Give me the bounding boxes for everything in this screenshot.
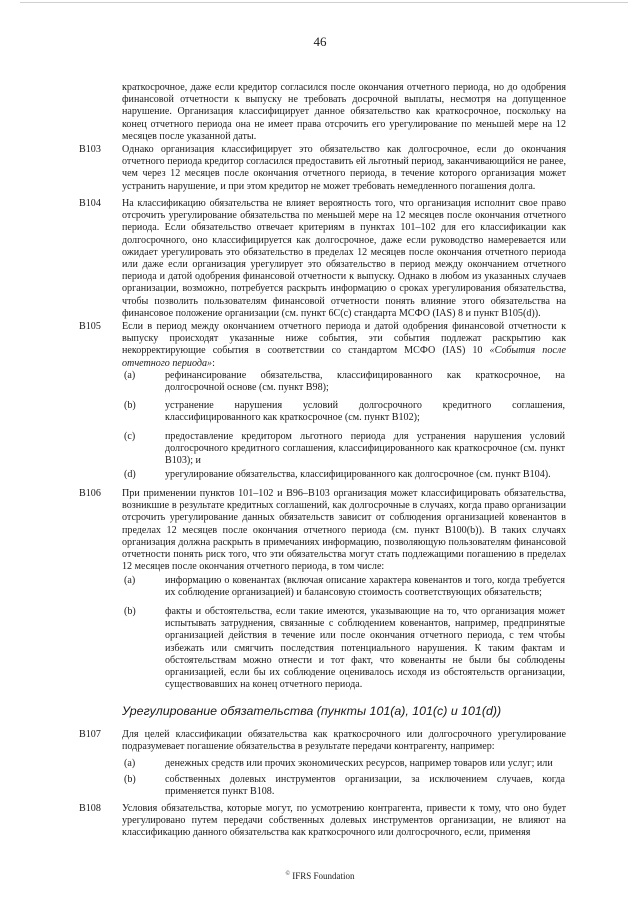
footer xyxy=(0,871,640,881)
paragraph-number: B105 xyxy=(79,321,101,332)
paragraph-text xyxy=(122,321,566,370)
continuation-paragraph: краткосрочное, даже если кредитор согласился после окончания отчетного периода, но до одобрения финансовой отчетности к выпуску не требовать досрочной выплаты, несмотря на допущенное нарушение. Организация классифицирует данное обязательство как краткосрочное, поскольку на конец отчетного периода она не имеет права отсрочить его урегулирование по меньшей мере на 12 месяцев после указанной даты. xyxy=(122,82,566,142)
list-item-label: (d) xyxy=(124,469,136,480)
top-divider xyxy=(20,2,628,3)
list-item-label: (b) xyxy=(124,400,136,411)
paragraph-number: B108 xyxy=(79,803,101,814)
standard-title: «События после отчетного периода» xyxy=(122,345,566,369)
paragraph-number: B104 xyxy=(79,198,101,209)
list-item-text: собственных долевых инструментов организации, за исключением случаев, когда применяется пункт B108. xyxy=(165,774,565,798)
list-item-text: факты и обстоятельства, если такие имеются, указывающие на то, что организация может испытывать затруднения, связанные с соблюдением ковенантов, например, предпринятые организацией действия в течение или после окончания отчетного периода, с тем чтобы избежать или смягчить последствия потенциального нарушения. К таким фактам и обстоятельствам можно отнести и тот факт, что ковенанты не были бы соблюдены организацией, если бы их соблюдение оценивалось исходя из обстоятельств организации, существовавших на конец отчетного периода. xyxy=(165,606,565,691)
list-item-text: урегулирование обязательства, классифицированного как долгосрочное (см. пункт B104). xyxy=(165,469,551,480)
list-item-text: информацию о ковенантах (включая описание характера ковенантов и того, когда требуется их соблюдение организацией) и балансовую стоимость соответствующих обязательств; xyxy=(165,575,565,599)
list-item-label: (b) xyxy=(124,774,136,785)
paragraph-text-end: : xyxy=(212,357,215,369)
paragraph-text: Условия обязательства, которые могут, по усмотрению контрагента, привести к тому, что оно будет урегулировано путем передачи собственных долевых инструментов организации, не влияют на классификацию данного обязательства как краткосрочного или долгосрочного, если, применяя xyxy=(122,803,566,839)
list-item-text: рефинансирование обязательства, классифицированного как краткосрочное, на долгосрочной основе (см. пункт B98); xyxy=(165,370,565,394)
paragraph-text: При применении пунктов 101–102 и B96–B103 организация может классифицировать обязательства, возникшие в результате кредитных соглашений, как долгосрочные в случаях, когда право организации отсрочить урегулирование данных обязательств зависит от соблюдения организацией ковенантов в пределах 12 месяцев после окончания отчетного периода (см. пункт B100(b)). В таких случаях организация должна раскрыть в примечаниях информацию, позволяющую пользователям финансовой отчетности понять риск того, что эти обязательства могут стать подлежащими погашению в пределах 12 месяцев после окончания отчетного периода, в том числе: xyxy=(122,488,566,573)
paragraph-text: На классификацию обязательства не влияет вероятность того, что организация исполнит свое право отсрочить урегулирование обязательства по меньшей мере на 12 месяцев после окончания отчетного периода. Если обязательство отвечает критериям в пунктах 101–102 для его классификации как долгосрочного, оно классифицируется как долгосрочное, даже если руководство намеревается или ожидает урегулировать это обязательство в пределах 12 месяцев после окончания отчетного периода или даже если организация урегулирует это обязательство в период между окончанием отчетного периода и датой одобрения финансовой отчетности к выпуску. Однако в любом из указанных случаев организации, возможно, потребуется раскрыть информацию о сроках урегулирования обязательства, чтобы позволить пользователям финансовой отчетности понять влияние этого обязательства на финансовое положение организации (см. пункт 6С(с) стандарта МСФО (IAS) 8 и пункт B105(d)). xyxy=(122,198,566,319)
list-item-label: (c) xyxy=(124,431,136,442)
paragraph-number: B107 xyxy=(79,729,101,740)
paragraph-text: Однако организация классифицирует это обязательство как долгосрочное, если до окончания отчетного периода кредитор согласился предоставить ей льготный период, заканчивающийся не ранее, чем через 12 месяцев после окончания отчетного периода, в течение которого организация может устранить нарушение, и при этом кредитор не может требовать немедленного погашения долга. xyxy=(122,144,566,192)
paragraph-text-main: Если в период между окончанием отчетного периода и датой одобрения финансовой отчетности к выпуску происходят указанные ниже события, эти события подлежат раскрытию как некорректирующие события в соответствии со стандартом МСФО (IAS) 10 xyxy=(122,321,566,357)
list-item-text: устранение нарушения условий долгосрочного кредитного соглашения, классифицированного как краткосрочное (см. пункт B102); xyxy=(165,400,565,424)
list-item-label: (a) xyxy=(124,758,136,769)
page-number: 46 xyxy=(313,34,327,49)
paragraph-number: B106 xyxy=(79,488,101,499)
footer-text: IFRS Foundation xyxy=(292,871,355,881)
list-item-label: (a) xyxy=(124,370,136,381)
list-item-text: предоставление кредитором льготного периода для устранения нарушения условий долгосрочного кредитного соглашения, классифицированного как краткосрочное (см. пункт B103); и xyxy=(165,431,565,467)
paragraph-number: B103 xyxy=(79,144,101,155)
list-item-text: денежных средств или прочих экономических ресурсов, например товаров или услуг; или xyxy=(165,758,553,769)
list-item-label: (a) xyxy=(124,575,136,586)
paragraph-text: Для целей классификации обязательства как краткосрочного или долгосрочного урегулирование подразумевает погашение обязательства в результате передачи контрагенту, например: xyxy=(122,729,566,753)
list-item-label: (b) xyxy=(124,606,136,617)
section-heading: Урегулирование обязательства (пункты 101(a), 101(c) и 101(d)) xyxy=(122,704,502,718)
copyright-symbol: © xyxy=(285,871,291,877)
